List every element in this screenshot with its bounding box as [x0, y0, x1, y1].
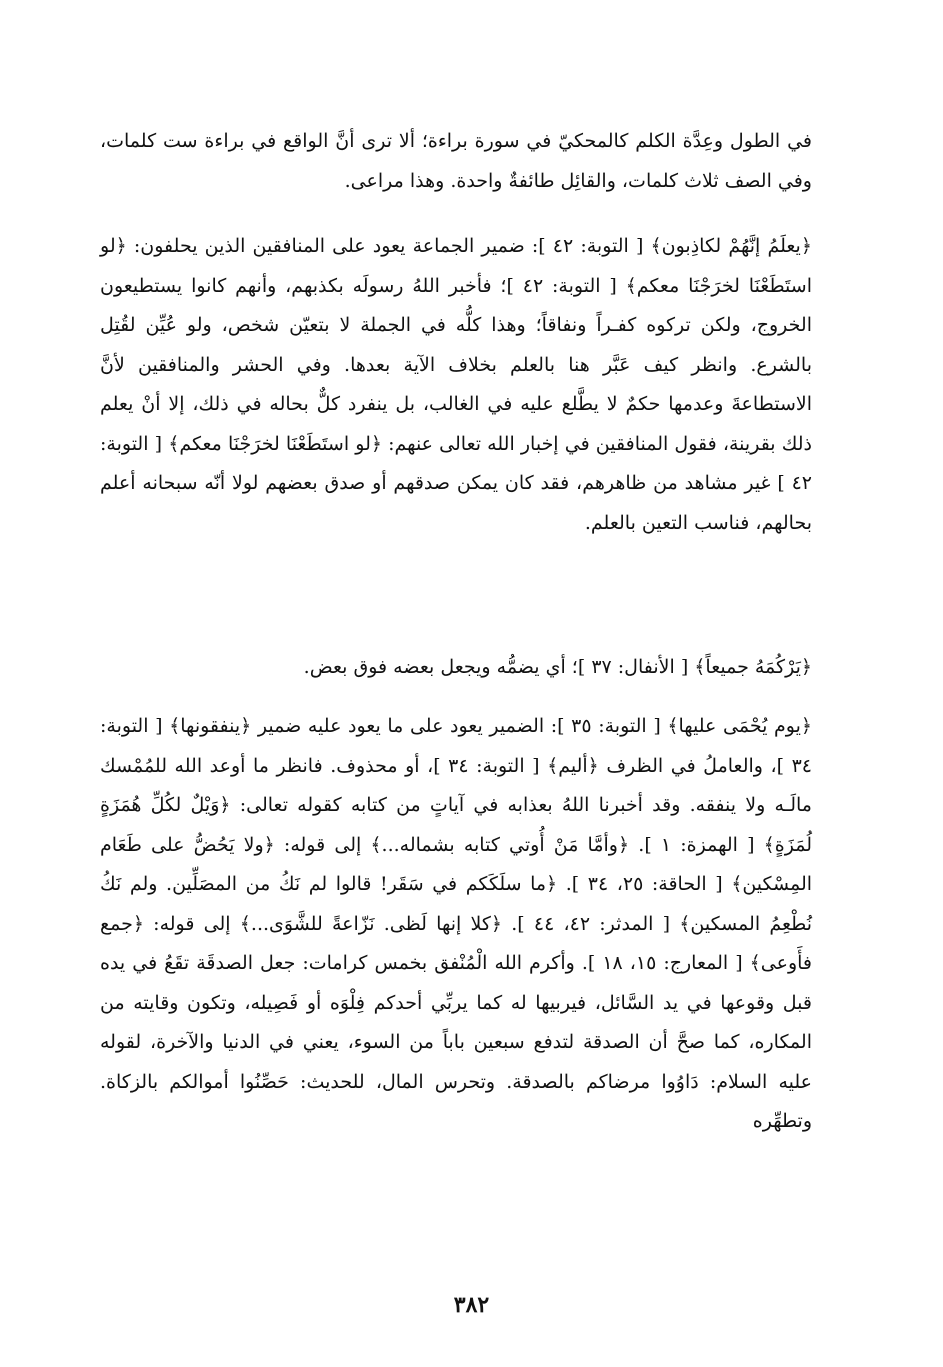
paragraph-1: في الطول وعِدَّة الكلم كالمحكيّ في سورة براءة؛ ألا ترى أنَّ الواقع في براءة ست كلمات، وفي الصف ثلاث كلمات، والقائِل طائفةٌ واحدة. وهذا مراعى.	[100, 130, 812, 192]
paragraph-3: ﴿يَرْكُمَهُ جميعاً﴾ [ الأنفال: ٣٧ ]؛ أي يضمُّه ويجعل بعضه فوق بعض.	[303, 656, 812, 678]
page-number: ٣٨٢	[453, 1292, 490, 1318]
paragraph-2: ﴿يعلَمُ إنَّهُمْ لكاذِبون﴾ [ التوبة: ٤٢ ]: ضمير الجماعة يعود على المنافقين الذين يحلفون: ﴿لو استَطَعْنَا لخرَجْنَا معكم﴾ [ التوبة: ٤٢ ]؛ فأخبر اللهُ رسولَه بكذبهم، وأنهم كانوا يستطيعون الخروج، ولكن تركوه كفـراً ونفاقاً؛ وهذا كلُّه في الجملة لا بتعيّن شخص، ولو عُيِّن لقُتِل بالشرع. وانظر كيف عَبَّر هنا بالعلم بخلاف الآية بعدها. وفي الحشر والمنافقين لأنَّ الاستطاعةَ وعدمها حكمٌ لا يطَّلع عليه في الغالب، بل ينفرد كلٌّ بحاله في ذلك، إلا أنْ يعلم ذلك بقرينة، فقول المنافقين في إخبار الله تعالى عنهم: ﴿لو استَطَعْنَا لخرَجْنَا معكم﴾ [ التوبة: ٤٢ ] غير مشاهد من ظاهرهم، فقد كان يمكن صدقهم أو صدق بعضهم لولا أنّه سبحانه أعلم بحالهم، فناسب التعين بالعلم.	[100, 235, 812, 534]
paragraph-4: ﴿يوم يُحْمَى عليها﴾ [ التوبة: ٣٥ ]: الضمير يعود على ما يعود عليه ضمير ﴿ينفقونها﴾ [ التوبة: ٣٤ ]، والعاملُ في الظرف ﴿أليم﴾ [ التوبة: ٣٤ ]، أو محذوف. فانظر ما أوعد الله للمُمْسك مالَـه ولا ينفقه. وقد أخبرنا اللهُ بعذابه في آياتٍ من كتابه كقوله تعالى: ﴿وَيْلٌ لكُلِّ هُمَزَةٍ لُمَزَةٍ﴾ [ الهمزة: ١ ]. ﴿وأمَّا مَنْ أُوتي كتابه بشماله...﴾ إلى قوله: ﴿ولا يَحُضُّ على طَعَام المِسْكين﴾ [ الحاقة: ٢٥، ٣٤ ]. ﴿ما سلَكَكم في سَقَر! قالوا لم نَكُ من المصَلِّين. ولم نَكُ نُطْعِمُ المسكين﴾ [ المدثر: ٤٢، ٤٤ ]. ﴿كلا إنها لَظى. نَزّاعةً للشَّوَى...﴾ إلى قوله: ﴿جمع فأَوعى﴾ [ المعارج: ١٥، ١٨ ]. وأكرم الله الْمُنْفق بخمس كرامات: جعل الصدقَة تقَعُ في يده قبل وقوعها في يد السَّائل، فيربيها له كما يربِّي أحدكم فِلْوَه أو فَصِيله، وتكون وقايته من المكاره، كما صحَّ أن الصدقة لتدفع سبعين باباً من السوء، يعني في الدنيا والآخرة، لقوله عليه السلام: دَاوُوا مرضاكم بالصدقة. وتحرس المال، للحديث: حَصِّنُوا أموالكم بالزكاة. وتطهِّره	[100, 715, 813, 1132]
